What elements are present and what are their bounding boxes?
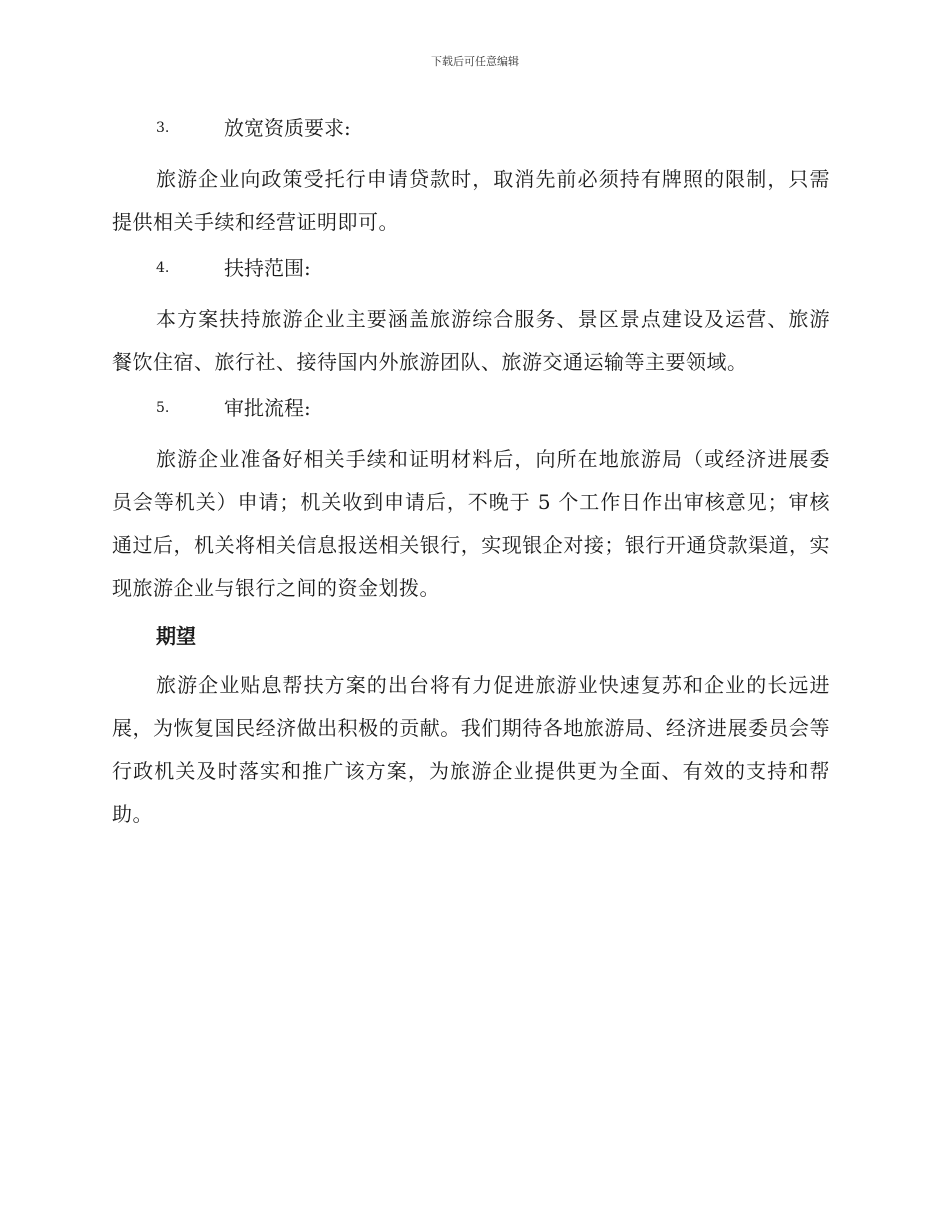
item-title: 审批流程: — [224, 396, 311, 420]
section-heading: 期望 — [156, 624, 196, 648]
item-number: 3. — [156, 120, 170, 136]
item-title: 放宽资质要求: — [224, 116, 351, 140]
document-body — [112, 110, 830, 842]
page-header: 下载后可任意编辑 — [431, 55, 519, 68]
item-heading-5 — [112, 390, 830, 426]
item-heading-4 — [112, 250, 830, 286]
item-paragraph: 旅游企业准备好相关手续和证明材料后，向所在地旅游局（或经济进展委员会等机关）申请；机关收到申请后，不晚于 5 个工作日作出审核意见；审核通过后，机关将相关信息报送相关银行，实现银企对接；银行开通贷款渠道，实现旅游企业与银行之间的资金划拨。 — [112, 447, 830, 600]
item-number: 4. — [156, 260, 170, 276]
item-title: 扶持范围: — [224, 256, 311, 280]
item-paragraph: 本方案扶持旅游企业主要涵盖旅游综合服务、景区景点建设及运营、旅游餐饮住宿、旅行社、接待国内外旅游团队、旅游交通运输等主要领域。 — [112, 307, 830, 374]
item-paragraph: 旅游企业向政策受托行申请贷款时，取消先前必须持有牌照的限制，只需提供相关手续和经营证明即可。 — [112, 167, 830, 234]
item-heading-3 — [112, 110, 830, 146]
section-paragraph: 旅游企业贴息帮扶方案的出台将有力促进旅游业快速复苏和企业的长远进展，为恢复国民经济做出积极的贡献。我们期待各地旅游局、经济进展委员会等行政机关及时落实和推广该方案，为旅游企业提供更为全面、有效的支持和帮助。 — [112, 673, 830, 826]
item-number: 5. — [156, 400, 170, 416]
